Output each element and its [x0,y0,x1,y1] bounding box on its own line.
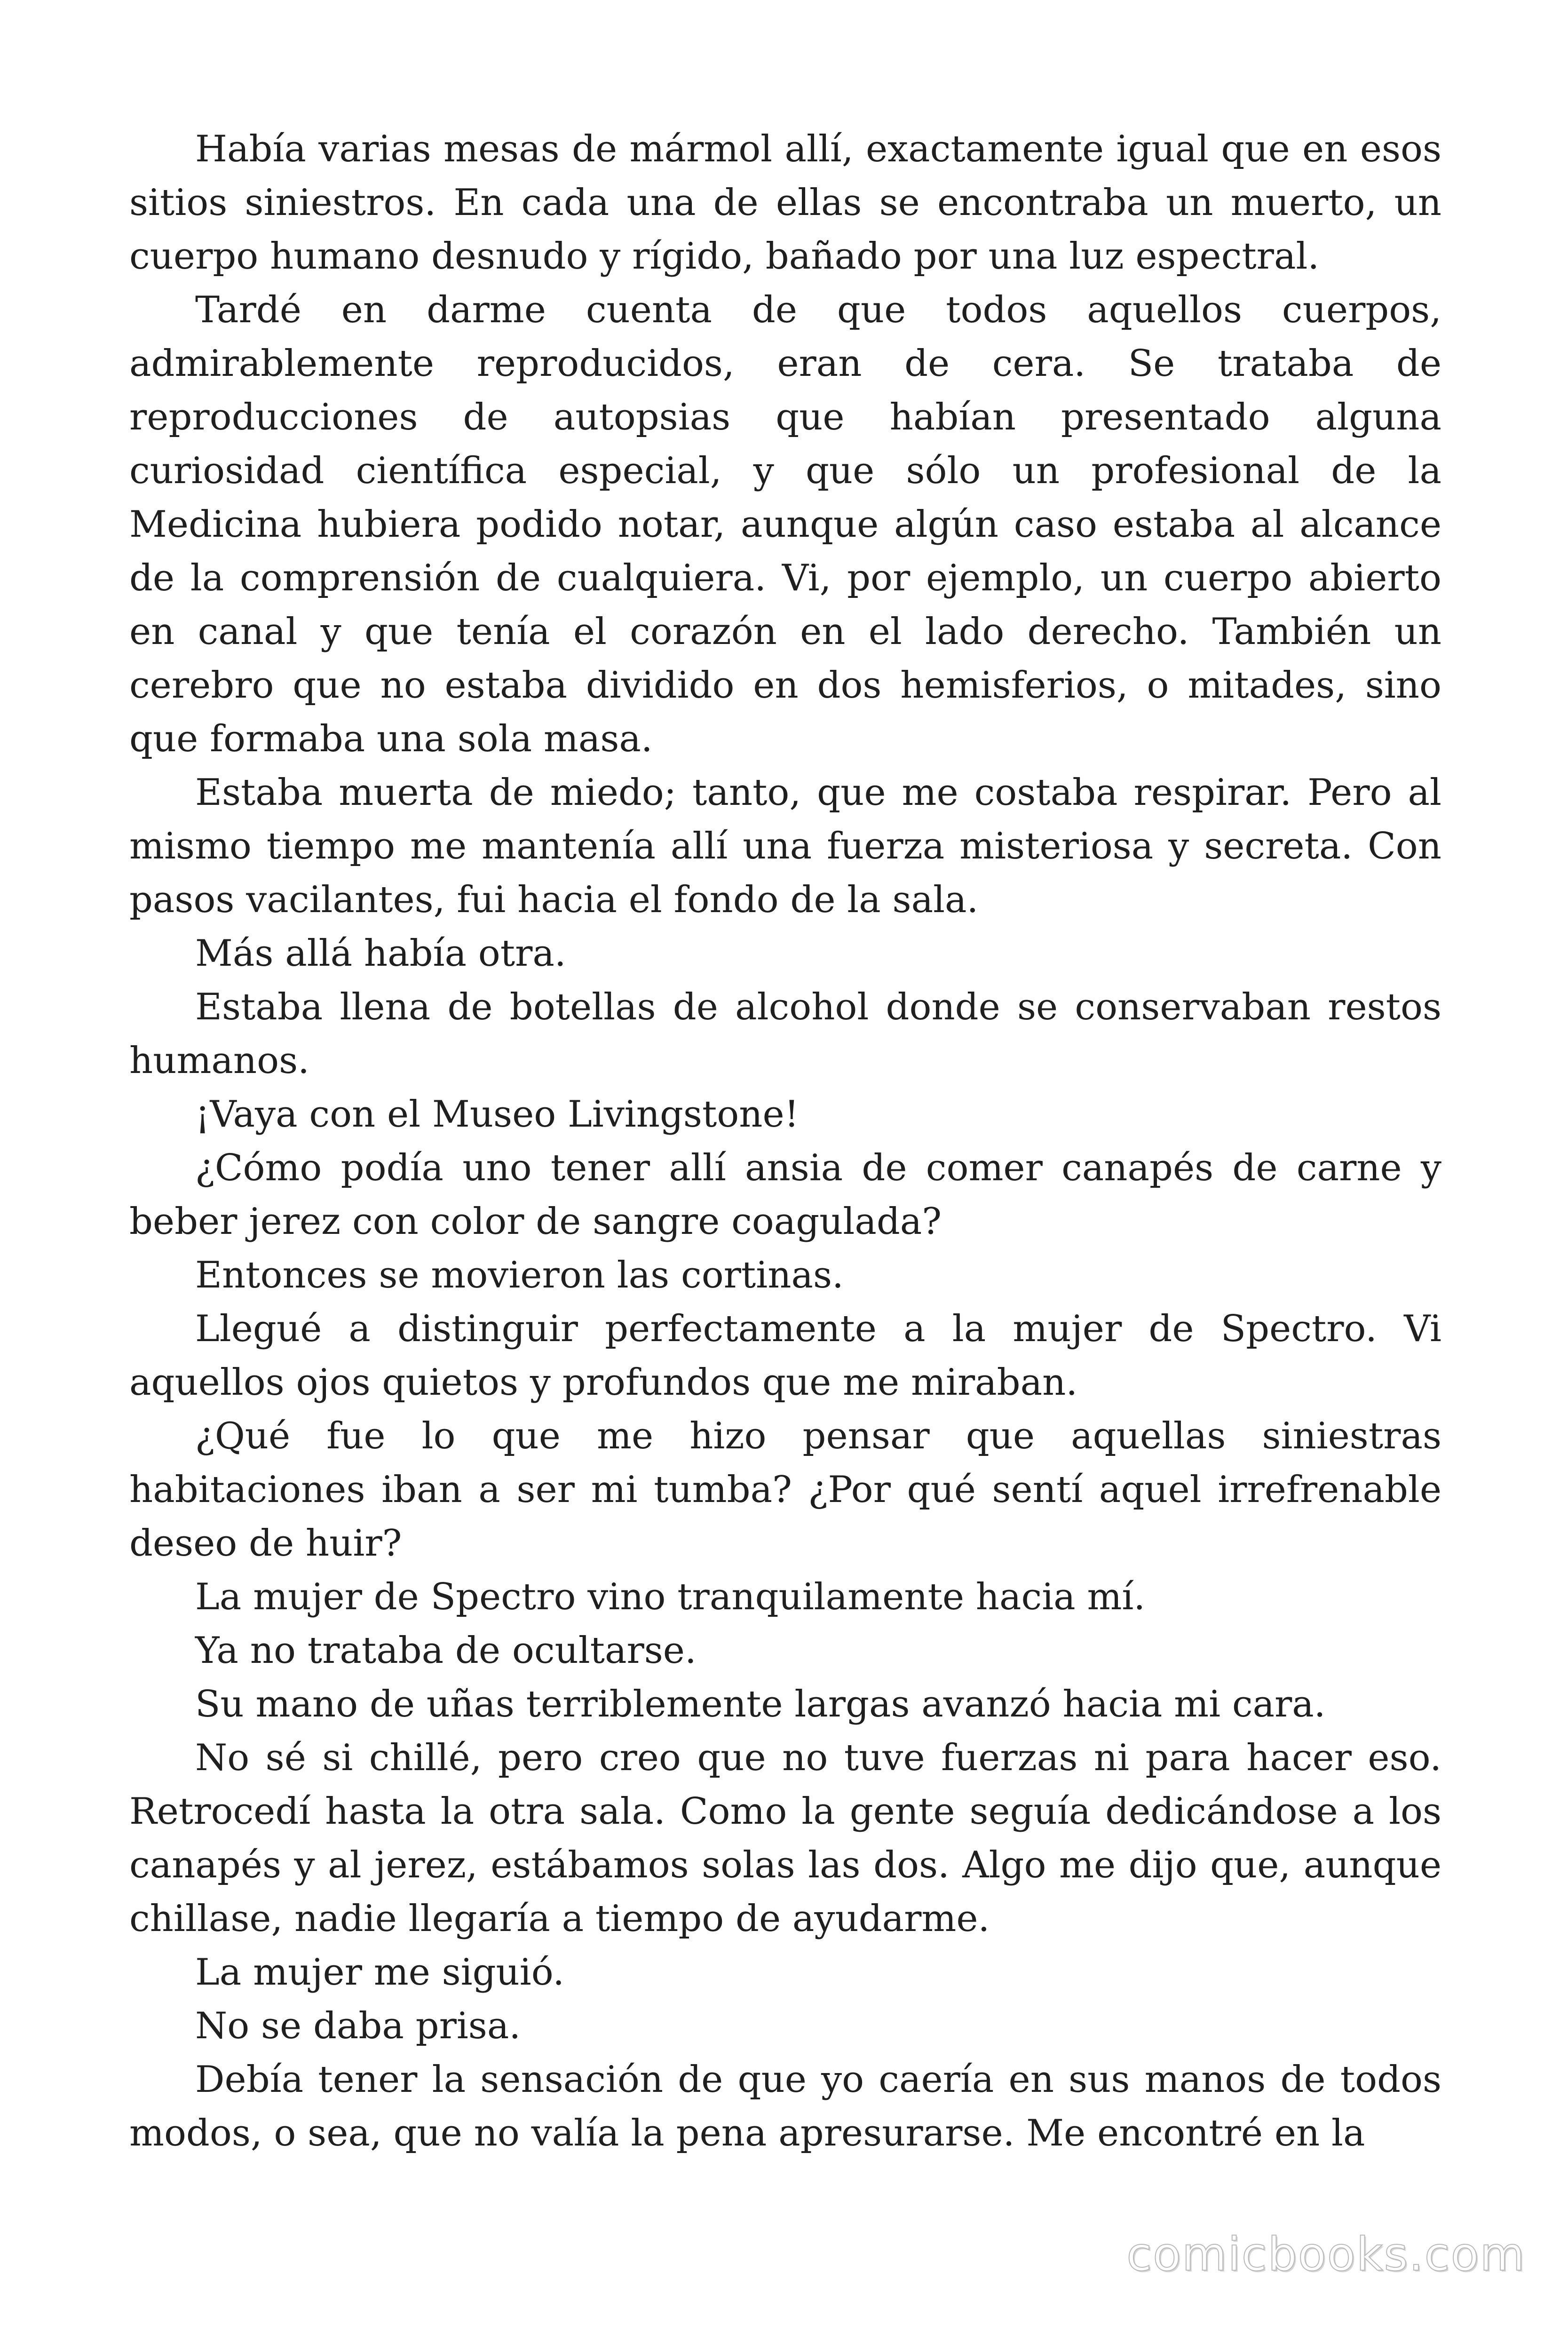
watermark: comicbooks.com [1126,2228,1526,2281]
paragraph-2: Tardé en darme cuenta de que todos aquellos cuerpos, admirablemente reproducidos, eran de cera. Se trataba de reproducciones de autopsias que habían presentado alguna curiosidad científica especial, y que sólo un profesional de la Medicina hubiera podido notar, aunque algún caso estaba al alcance de la comprensión de cualquiera. Vi, por ejemplo, un cuerpo abierto en canal y que tenía el corazón en el lado derecho. También un cerebro que no estaba dividido en dos hemisferios, o mitades, sino que formaba una sola masa. [129,289,1441,760]
paragraph-4: Más allá había otra. [195,932,566,975]
paragraph-7: ¿Cómo podía uno tener allí ansia de comer canapés de carne y beber jerez con color de sangre coagulada? [129,1147,1441,1243]
paragraph-15: La mujer me siguió. [195,1951,565,1994]
paragraph-16: No se daba prisa. [195,2005,521,2047]
paragraph-1: Había varias mesas de mármol allí, exactamente igual que en esos sitios siniestros. En cada una de ellas se encontraba un muerto, un cuerpo humano desnudo y rígido, bañado por una luz espectral. [129,128,1441,278]
paragraph-10: ¿Qué fue lo que me hizo pensar que aquellas siniestras habitaciones iban a ser mi tumba? ¿Por qué sentí aquel irrefrenable deseo de huir? [129,1415,1441,1565]
paragraph-3: Estaba muerta de miedo; tanto, que me costaba respirar. Pero al mismo tiempo me mantenía allí una fuerza misteriosa y secreta. Con pasos vacilantes, fui hacia el fondo de la sala. [129,771,1441,921]
paragraph-9: Llegué a distinguir perfectamente a la mujer de Spectro. Vi aquellos ojos quietos y profundos que me miraban. [129,1308,1441,1404]
paragraph-17: Debía tener la sensación de que yo caería en sus manos de todos modos, o sea, que no valía la pena apresurarse. Me encontré en la [129,2058,1441,2154]
paragraph-8: Entonces se movieron las cortinas. [195,1254,844,1296]
paragraph-13: Su mano de uñas terriblemente largas avanzó hacia mi cara. [195,1683,1326,1725]
paragraph-5: Estaba llena de botellas de alcohol donde se conservaban restos humanos. [129,986,1441,1082]
paragraph-12: Ya no trataba de ocultarse. [195,1629,697,1672]
paragraph-11: La mujer de Spectro vino tranquilamente hacia mí. [195,1576,1146,1618]
paragraph-14: No sé si chillé, pero creo que no tuve fuerzas ni para hacer eso. Retrocedí hasta la otra sala. Como la gente seguía dedicándose a los canapés y al jerez, estábamos solas las dos. Algo me dijo que, aunque chillase, nadie llegaría a tiempo de ayudarme. [129,1737,1441,1940]
book-page [129,122,1441,2230]
paragraph-6: ¡Vaya con el Museo Livingstone! [195,1093,799,1136]
